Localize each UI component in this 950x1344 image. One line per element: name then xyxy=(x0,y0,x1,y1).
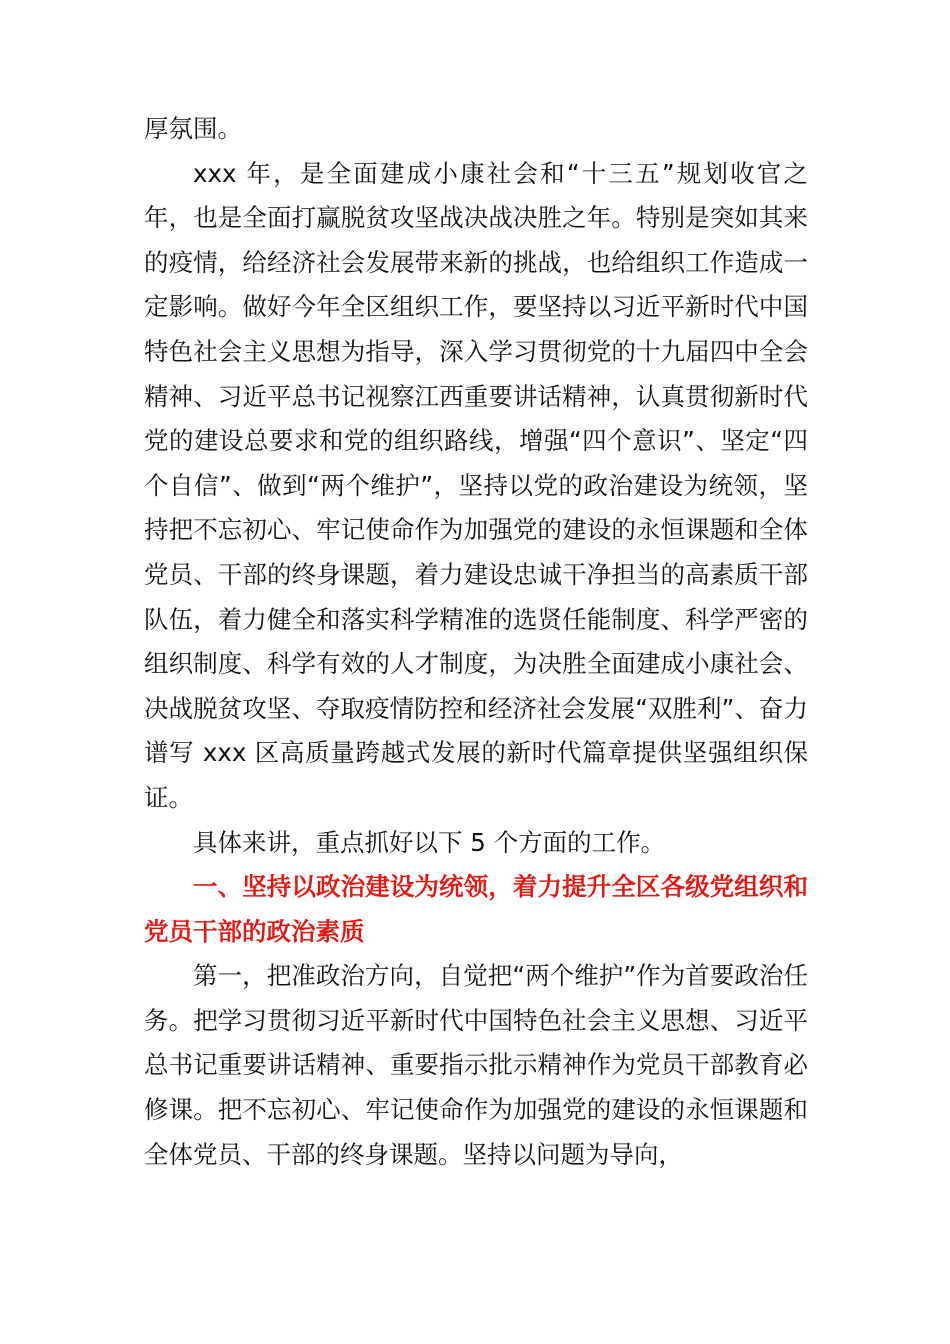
paragraph-continuation: 厚氛围。 xyxy=(144,114,242,143)
paragraph-first-point: 第一，把准政治方向，自觉把“两个维护”作为首要政治任务。把学习贯彻习近平新时代中国特色社会主义思想、习近平总书记重要讲话精神、重要指示批示精神作为党员干部教育必修课。把不忘初心、牢记使命作为加强党的建设的永恒课题和全体党员、干部的终身课题。坚持以问题为导向， xyxy=(144,961,808,1169)
document-body xyxy=(144,107,808,1177)
paragraph-overview: xxx 年，是全面建成小康社会和“十三五”规划收官之年，也是全面打赢脱贫攻坚战决战决胜之年。特别是突如其来的疫情，给经济社会发展带来新的挑战，也给组织工作造成一定影响。做好今年全区组织工作，要坚持以习近平新时代中国特色社会主义思想为指导，深入学习贯彻党的十九届四中全会精神、习近平总书记视察江西重要讲话精神，认真贯彻新时代党的建设总要求和党的组织路线，增强“四个意识”、坚定“四个自信”、做到“两个维护”，坚持以党的政治建设为统领，坚持把不忘初心、牢记使命作为加强党的建设的永恒课题和全体党员、干部的终身课题，着力建设忠诚干净担当的高素质干部队伍，着力健全和落实科学精准的选贤任能制度、科学严密的组织制度、科学有效的人才制度，为决胜全面建成小康社会、决战脱贫攻坚、夺取疫情防控和经济社会发展“双胜利”、奋力谱写 xxx 区高质量跨越式发展的新时代篇章提供坚强组织保证。 xyxy=(144,158,808,812)
paragraph-intro: 具体来讲，重点抓好以下 5 个方面的工作。 xyxy=(193,827,666,857)
section-heading: 一、坚持以政治建设为统领，着力提升全区各级党组织和党员干部的政治素质 xyxy=(144,872,808,946)
